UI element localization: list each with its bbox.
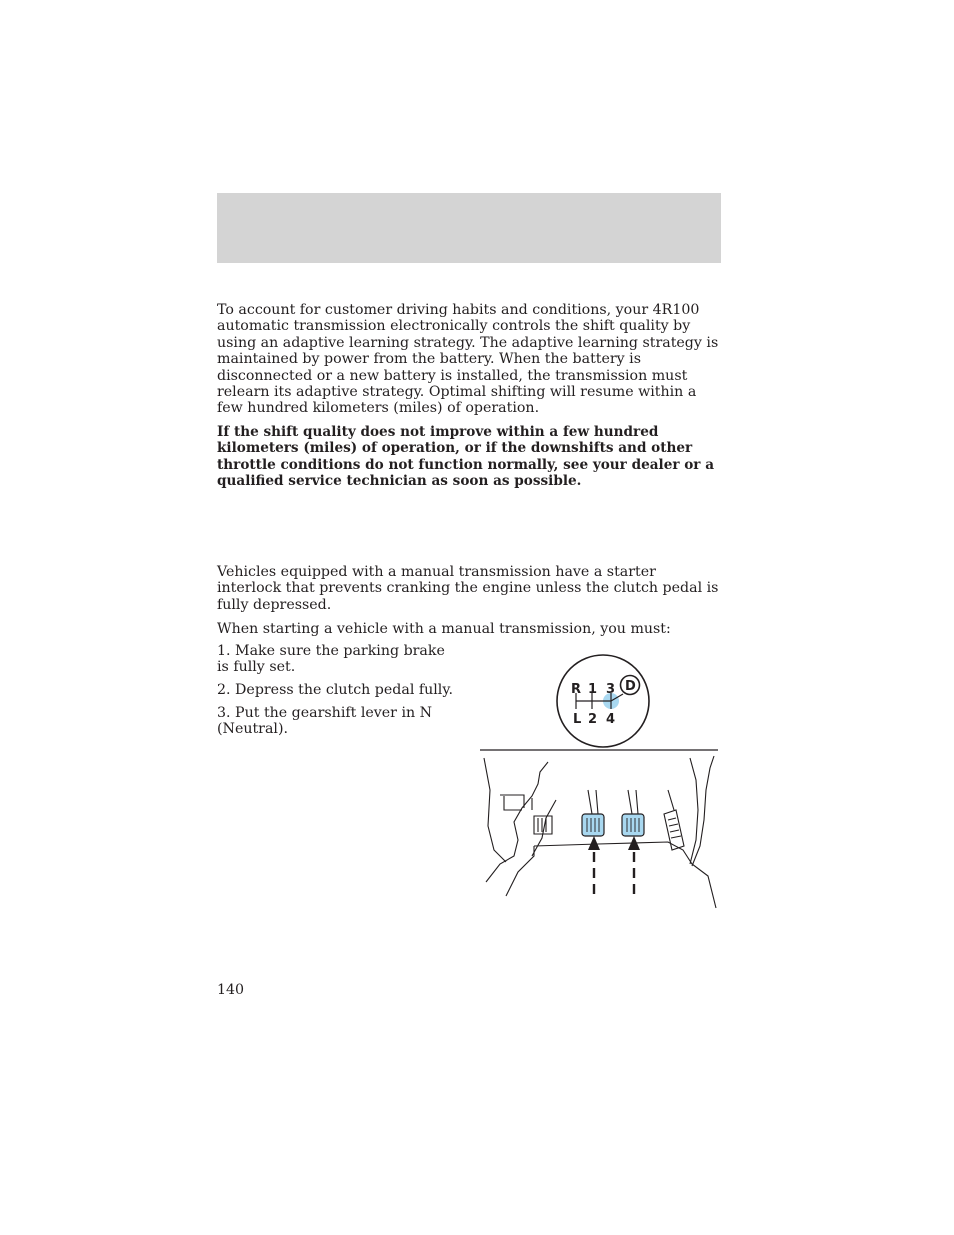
section-header-band bbox=[217, 193, 721, 263]
shift-quality-warning: If the shift quality does not improve within a few hundred kilometers (miles) of operation, or if the downshifts and other throttle conditions do not function normally, see your dealer or a qualified service technician as soon as possible. bbox=[217, 424, 715, 490]
gear-label-3: 3 bbox=[606, 682, 616, 697]
manual-transmission-figure bbox=[478, 650, 720, 912]
step-1: 1. Make sure the parking brake is fully set. bbox=[217, 643, 445, 676]
gear-label-l: L bbox=[573, 712, 582, 727]
adaptive-learning-paragraph: To account for customer driving habits and conditions, your 4R100 automatic transmission electronically controls the shift quality by using an adaptive learning strategy. The adaptive learning strategy is maintained by power from the battery. When the battery is disconnected or a new battery is installed, the transmission must relearn its adaptive strategy. Optimal shifting will resume within a few hundred kilometers (miles) of operation. bbox=[217, 302, 719, 417]
step-2: 2. Depress the clutch pedal fully. bbox=[217, 682, 453, 698]
starting-intro-paragraph: When starting a vehicle with a manual transmission, you must: bbox=[217, 621, 671, 637]
gear-label-overdrive: D bbox=[625, 679, 636, 694]
gear-label-r: R bbox=[571, 682, 582, 697]
page-number: 140 bbox=[217, 982, 245, 998]
gear-label-2: 2 bbox=[588, 712, 598, 727]
brake-arrow-icon bbox=[628, 836, 640, 894]
brake-pedal bbox=[622, 814, 644, 836]
gear-label-1: 1 bbox=[588, 682, 598, 697]
starter-interlock-paragraph: Vehicles equipped with a manual transmission have a starter interlock that prevents cranking the engine unless the clutch pedal is fully depressed. bbox=[217, 564, 719, 613]
step-3: 3. Put the gearshift lever in N (Neutral). bbox=[217, 705, 433, 738]
clutch-pedal bbox=[582, 814, 604, 836]
gear-label-4: 4 bbox=[606, 712, 616, 727]
gearshift-pattern bbox=[557, 655, 649, 747]
